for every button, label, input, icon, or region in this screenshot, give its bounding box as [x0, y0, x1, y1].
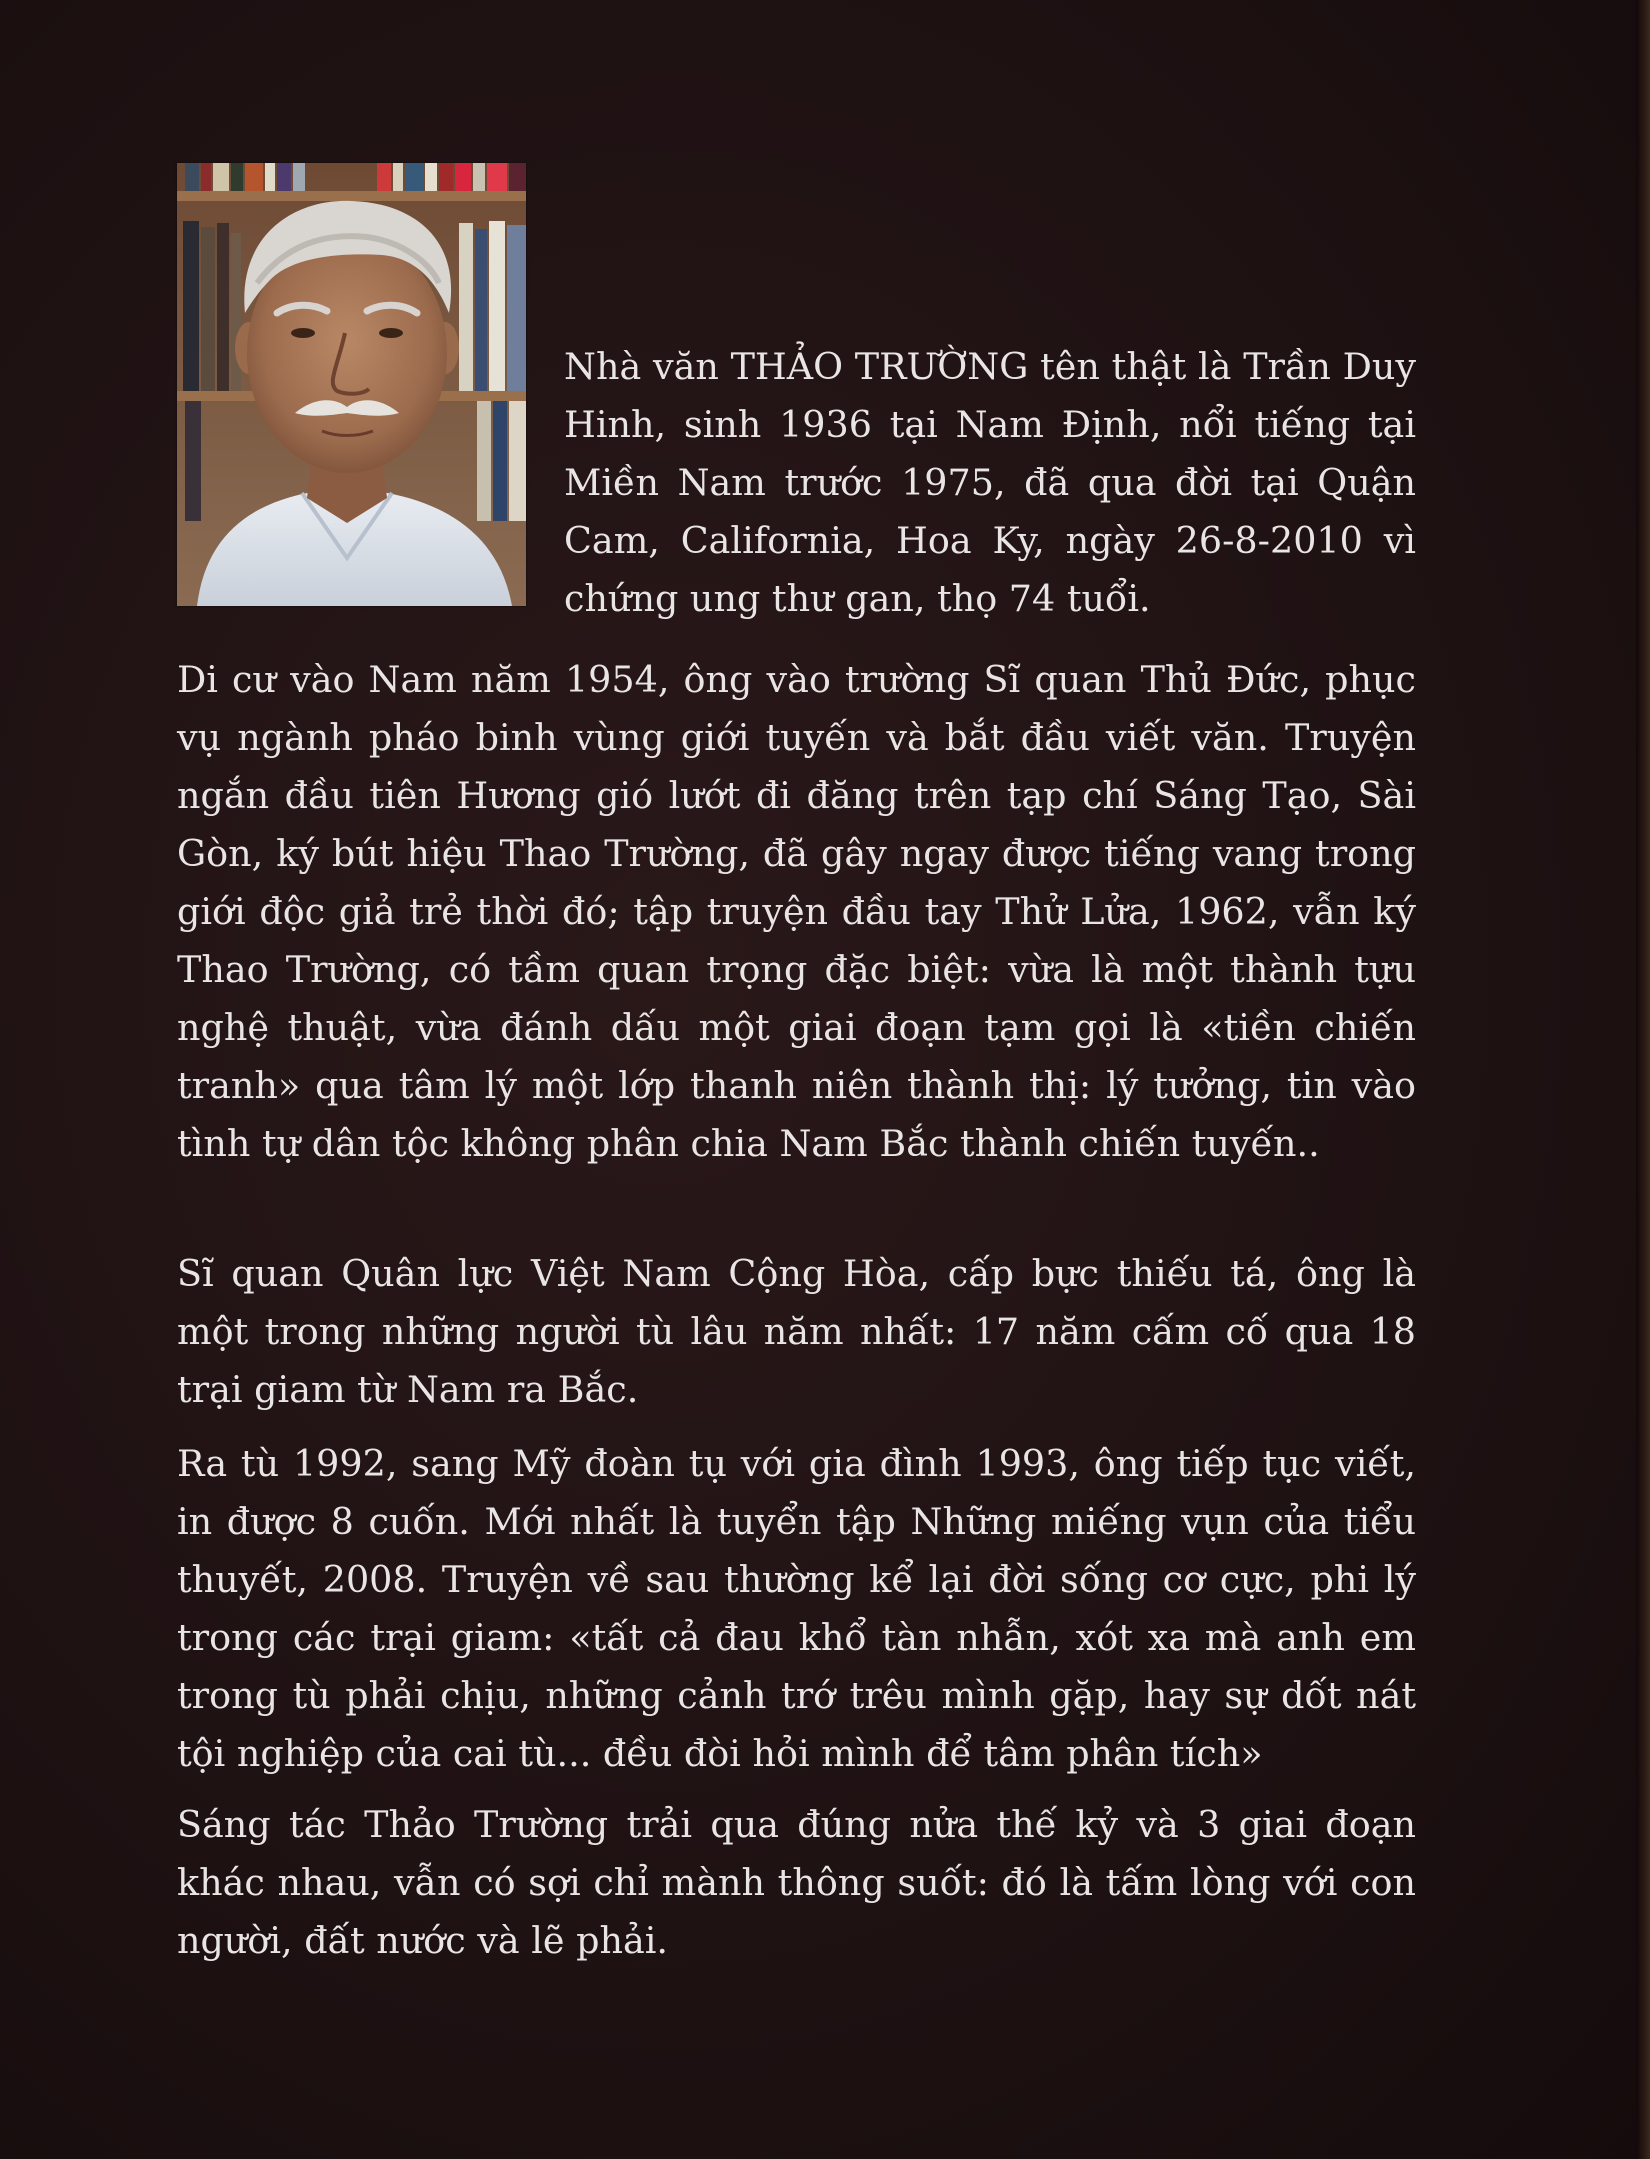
biography-paragraph-early-career: Di cư vào Nam năm 1954, ông vào trường Sĩ quan Thủ Đức, phục vụ ngành pháo binh vùng giới tuyến và bắt đầu viết văn. Truyện ngắn đầu tiên Hương gió lướt đi đăng trên tạp chí Sáng Tạo, Sài Gòn, ký bút hiệu Thao Trường, đã gây ngay được tiếng vang trong giới độc giả trẻ thời đó; tập truyện đầu tay Thử Lửa, 1962, vẫn ký Thao Trường, có tầm quan trọng đặc biệt: vừa là một thành tựu nghệ thuật, vừa đánh dấu một giai đoạn tạm gọi là «tiền chiến tranh» qua tâm lý một lớp thanh niên thành thị: lý tưởng, tin vào tình tự dân tộc không phân chia Nam Bắc thành chiến tuyến..	[177, 658, 1416, 1165]
author-photo	[177, 163, 526, 606]
biography-paragraph-summary: Sáng tác Thảo Trường trải qua đúng nửa thế kỷ và 3 giai đoạn khác nhau, vẫn có sợi chỉ mành thông suốt: đó là tấm lòng với con người, đất nước và lẽ phải.	[177, 1803, 1416, 1962]
biography-paragraph-later-works: Ra tù 1992, sang Mỹ đoàn tụ với gia đình 1993, ông tiếp tục viết, in được 8 cuốn. Mới nhất là tuyển tập Những miếng vụn của tiểu thuyết, 2008. Truyện về sau thường kể lại đời sống cơ cực, phi lý trong các trại giam: «tất cả đau khổ tàn nhẫn, xót xa mà anh em trong tù phải chịu, những cảnh trớ trêu mình gặp, hay sự dốt nát tội nghiệp của cai tù... đều đòi hỏi mình để tâm phân tích»	[177, 1442, 1416, 1775]
author-intro-paragraph: Nhà văn THẢO TRƯỜNG tên thật là Trần Duy Hinh, sinh 1936 tại Nam Định, nổi tiếng tại Miền Nam trước 1975, đã qua đời tại Quận Cam, California, Hoa Ky, ngày 26-8-2010 vì chứng ung thư gan, thọ 74 tuổi.	[564, 345, 1416, 620]
book-spine-edge	[1636, 0, 1650, 2159]
biography-paragraph-imprisonment: Sĩ quan Quân lực Việt Nam Cộng Hòa, cấp bực thiếu tá, ông là một trong những người tù lâu năm nhất: 17 năm cấm cố qua 18 trại giam từ Nam ra Bắc.	[177, 1252, 1416, 1411]
